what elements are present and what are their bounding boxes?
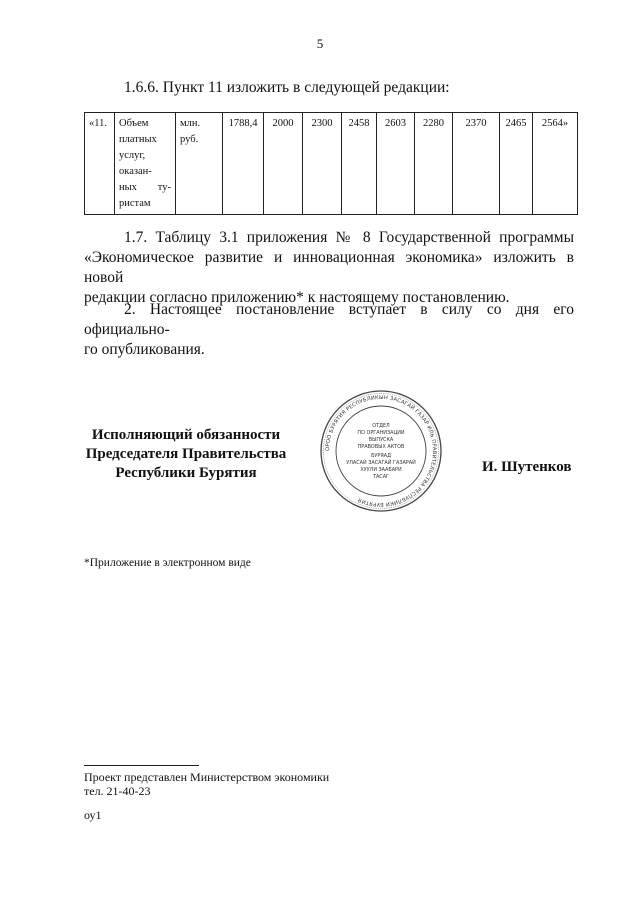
- seal-outer-text: ОРОО БУРЯТИЯ РЕСПУБЛИКЫН ЗАСАГАЙ ГАЗАР ИЛЬ ПРАВИТЕЛЬСТВА РЕСПУБЛИКИ БУРЯТИЯ: [324, 394, 438, 508]
- seal-inner-line: ОТДЕЛ: [372, 423, 390, 429]
- seal-inner-line: ТАСАГ: [372, 474, 390, 480]
- value-cell: 2458: [342, 113, 377, 215]
- clause-2: [84, 300, 574, 360]
- indicator-line: услуг,: [119, 150, 146, 161]
- clause-1-7: [84, 228, 574, 308]
- value-cell: 2603: [377, 113, 415, 215]
- indicator-name-cell: [115, 113, 176, 215]
- table-row: [85, 113, 578, 215]
- unit-line: млн.: [180, 118, 201, 129]
- seal-inner-line: УЛАСАЙ ЗАСАГАЙ ГАЗАРАЙ: [346, 460, 416, 466]
- amendment-table: [84, 112, 578, 215]
- indicator-line: оказан-: [119, 166, 152, 177]
- signatory-title-line: Исполняющий обязанности: [91, 427, 281, 443]
- clause-1-6-6: 1.6.6. Пункт 11 изложить в следующей редакции:: [124, 79, 450, 96]
- indicator-line: Объем: [119, 118, 149, 129]
- seal-inner-line: ПО ОРГАНИЗАЦИИ: [357, 430, 405, 436]
- value-cell: 2564»: [533, 113, 578, 215]
- indicator-line: ристам: [119, 198, 151, 209]
- footer-phone: тел. 21-40-23: [84, 784, 151, 798]
- footer-code: оу1: [84, 808, 102, 822]
- seal-inner-line: БУРЯАД: [371, 453, 391, 459]
- signatory-title-line: Республики Бурятия: [115, 465, 257, 481]
- official-seal: [318, 388, 444, 514]
- indicator-line: ных ту-: [119, 182, 171, 193]
- value-cell: 2370: [453, 113, 500, 215]
- footer-project-line: Проект представлен Министерством экономики: [84, 770, 330, 784]
- clause-2-line: 2. Настоящее постановление вступает в силу со дня его официально-: [84, 301, 574, 338]
- signatory-name: И. Шутенков: [482, 459, 572, 475]
- page-number: 5: [316, 36, 324, 51]
- seal-inner-line: ПРАВОВЫХ АКТОВ: [357, 444, 405, 450]
- value-cell: 2280: [415, 113, 453, 215]
- unit-line: руб.: [180, 134, 199, 145]
- seal-inner-line: ХУУЛИ ЗААБАРИ: [360, 467, 402, 473]
- signatory-title-line: Председателя Правительства: [85, 446, 287, 462]
- value-cell: 2000: [264, 113, 303, 215]
- clause-1-7-line: 1.7. Таблицу 3.1 приложения № 8 Государственной программы: [124, 229, 574, 246]
- seal-inner-line: ВЫПУСКА: [368, 437, 394, 443]
- signatory-title: [78, 426, 294, 483]
- value-cell: 1788,4: [223, 113, 264, 215]
- value-cell: 2300: [303, 113, 342, 215]
- indicator-line: платных: [119, 134, 157, 145]
- footer-rule: [84, 765, 199, 766]
- clause-2-line: го опубликования.: [84, 341, 205, 358]
- clause-1-7-line: «Экономическое развитие и инновационная экономика» изложить в новой: [84, 249, 574, 286]
- clause-1-7-line: редакции согласно приложению* к настоящему постановлению.: [84, 289, 510, 306]
- appendix-note: *Приложение в электронном виде: [84, 557, 251, 569]
- value-cell: 2465: [500, 113, 533, 215]
- unit-cell: [176, 113, 223, 215]
- row-number-cell: «11.: [85, 113, 115, 215]
